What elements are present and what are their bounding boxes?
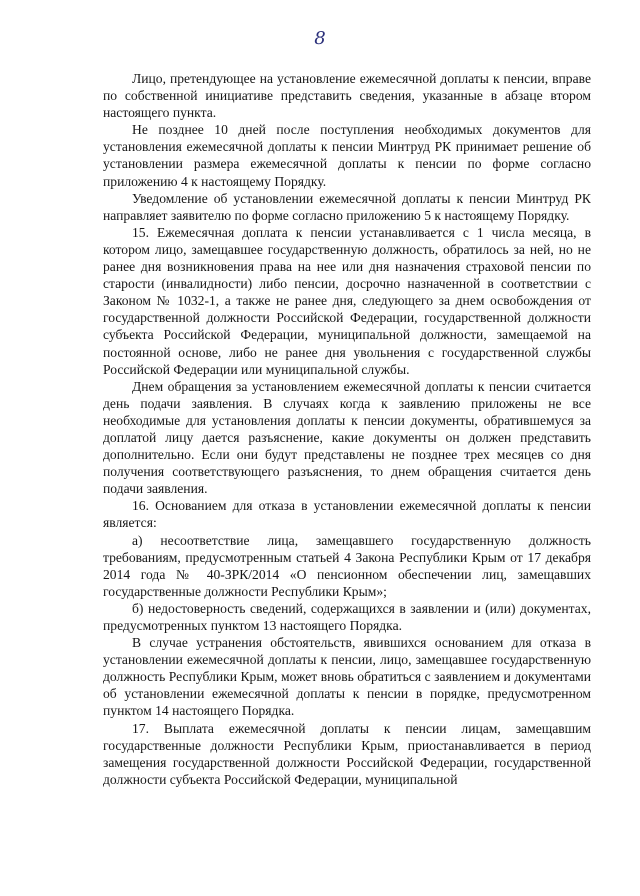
page-number: 8 <box>314 28 326 49</box>
paragraph-item-16: 16. Основанием для отказа в установлении ежемесячной доплаты к пенсии является: <box>103 498 591 531</box>
paragraph-item-16-a: а) несоответствие лица, замещавшего государственную должность требованиям, предусмотренным статьей 4 Закона Республики Крым от 17 декабря 2014 года № 40-ЗРК/2014 «О пенсионном обеспечении лиц, замещавших государственные должности Республики Крым»; <box>103 532 591 599</box>
paragraph-application-day: Днем обращения за установлением ежемесячной доплаты к пенсии считается день подачи заявления. В случаях когда к заявлению приложены не все необходимые для установления доплаты к пенсии документы, обратившемуся за доплатой лицу дается разъяснение, какие документы он должен представить дополнительно. Если они будут представлены не позднее трех месяцев со дня получения соответствующего разъяснения, то днем обращения считается день подачи заявления. <box>103 378 591 497</box>
document-body <box>103 70 591 788</box>
paragraph-reapply: В случае устранения обстоятельств, явившихся основанием для отказа в установлении ежемесячной доплаты к пенсии, лицо, замещавшее государственную должность Республики Крым, может вновь обратиться с заявлением и документами об установлении ежемесячной доплаты к пенсии в порядке, предусмотренном пунктом 14 настоящего Порядка. <box>103 635 591 719</box>
paragraph-item-17: 17. Выплата ежемесячной доплаты к пенсии лицам, замещавшим государственные должности Республики Крым, приостанавливается в период замещения государственной должности Российской Федерации, государственной должности субъекта Российской Федерации, муниципальной <box>103 720 591 787</box>
paragraph-applicant-right: Лицо, претендующее на установление ежемесячной доплаты к пенсии, вправе по собственной инициативе представить сведения, указанные в абзаце втором настоящего пункта. <box>103 71 591 121</box>
paragraph-item-16-b: б) недостоверность сведений, содержащихся в заявлении и (или) документах, предусмотренных пунктом 13 настоящего Порядка. <box>103 600 591 633</box>
paragraph-notification: Уведомление об установлении ежемесячной доплаты к пенсии Минтруд РК направляет заявителю по форме согласно приложению 5 к настоящему Порядку. <box>103 190 591 223</box>
paragraph-item-15: 15. Ежемесячная доплата к пенсии устанавливается с 1 числа месяца, в котором лицо, замещавшее государственную должность, обратилось за ней, но не ранее дня возникновения права на нее или дня назначения страховой пенсии по старости (инвалидности) либо пенсии, досрочно назначенной в соответствии с Законом № 1032-1, а также не ранее дня, следующего за днем освобождения от государственной должности Российской Федерации, государственной должности субъекта Российской Федерации, муниципальной должности, замещаемой на постоянной основе, либо не ранее дня увольнения с государственной службы Российской Федерации или муниципальной службы. <box>103 224 591 377</box>
paragraph-decision-deadline: Не позднее 10 дней после поступления необходимых документов для установления ежемесячной доплаты к пенсии Минтруд РК принимает решение об установлении размера ежемесячной доплаты к пенсии по форме согласно приложению 4 к настоящему Порядку. <box>103 122 591 189</box>
